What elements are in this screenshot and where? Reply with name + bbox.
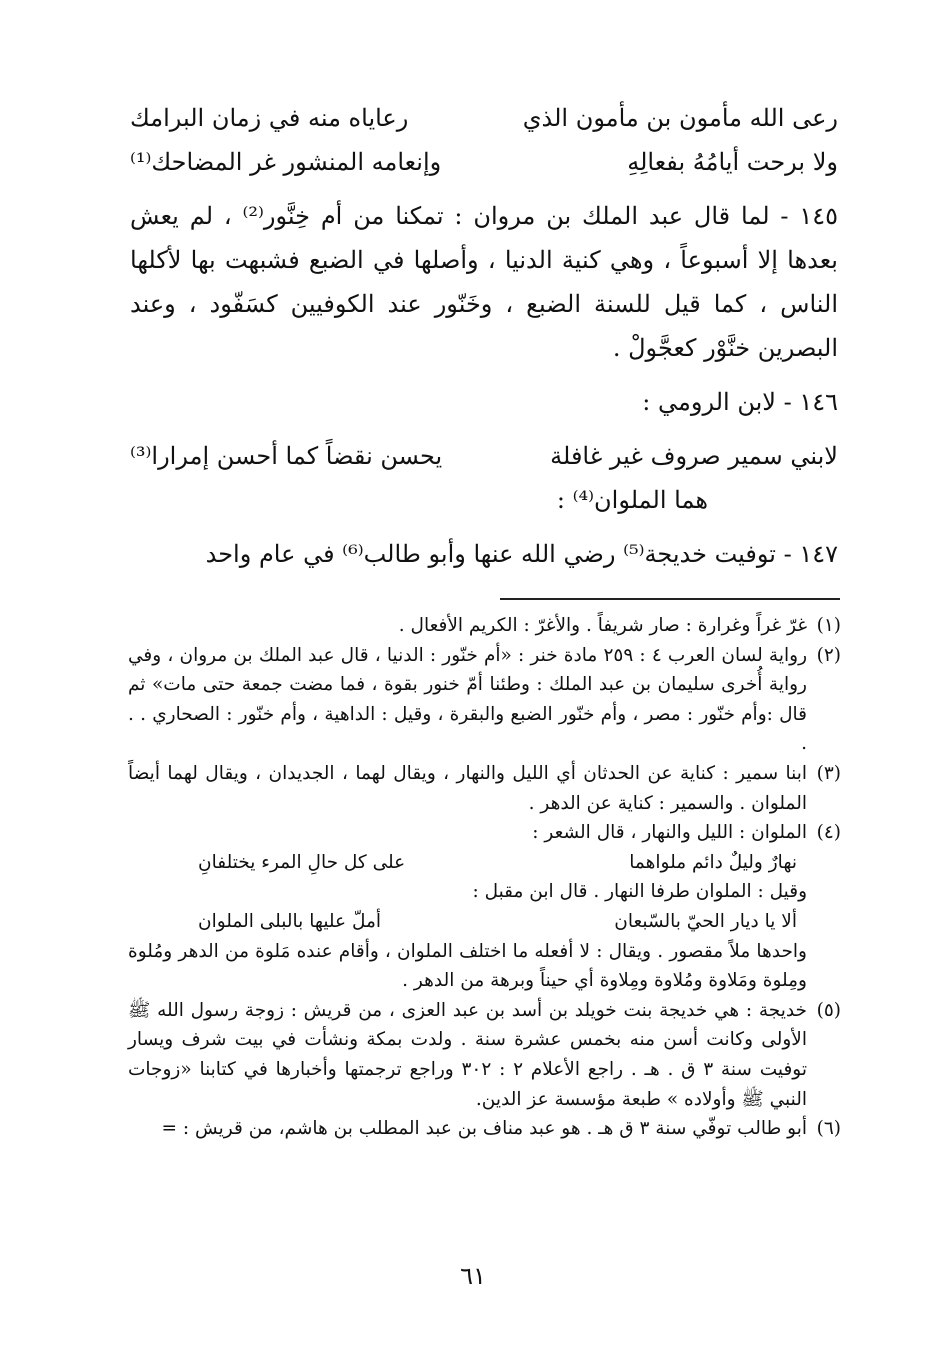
footnote-number: (٢) <box>816 644 841 666</box>
hemistich: ألا يا ديار الحيّ بالسّبعان <box>614 910 797 932</box>
footnote-number: (٣) <box>816 762 841 784</box>
footnote-number: (٦) <box>816 1118 841 1140</box>
paragraph-146-title: ١٤٦ - لابن الرومي : <box>642 388 838 416</box>
hemistich: نهارٌ وليلٌ دائم ملواهما <box>629 851 797 873</box>
hemistich: ولا برحت أيامُهُ بفعالِهِ <box>627 148 838 176</box>
poem-verse-2 <box>130 434 838 478</box>
main-text <box>130 96 838 576</box>
footnote-text: أبو طالب توفّي سنة ٣ ق هـ . هو عبد مناف بن عبد المطلب بن هاشم، من قريش : = <box>161 1118 807 1140</box>
footnote-5 <box>128 996 841 1114</box>
page-number: ٦١ <box>460 1262 486 1290</box>
paragraph-145: ١٤٥ - لما قال عبد الملك بن مروان : تمكنا من أم خِنَّور⁽²⁾ ، لم يعش بعدها إلا أسبوعاً ، وهي كنية الدنيا ، وأصلها في الضبع فشبهت بها لأكلها الناس ، كما قيل للسنة الضبع ، وخَنّور عند الكوفيين كسَفّود ، وعند البصرين خنَّوْر كعجَّولْ . <box>130 202 839 362</box>
verse-line <box>130 96 838 140</box>
footnote-text: ابنا سمير : كناية عن الحدثان أي الليل والنهار ، ويقال لهما ، الجديدان ، ويقال لهما أيضاً الملوان . والسمير : كناية عن الدهر . <box>128 762 807 814</box>
hemistich: رعاياه منه في زمان البرامك <box>130 104 409 132</box>
footnote-4 <box>128 818 841 996</box>
footnote-3 <box>128 759 841 818</box>
footnote-text: واحدها ملاً مقصور . ويقال : لا أفعله ما اختلف الملوان ، وأقام عنده مَلوة من الدهر ومُلوة ومِلوة ومَلاوة ومُلاوة ومِلاوة أي حيناً وبرهة من الدهر . <box>128 940 807 992</box>
footnote-separator <box>500 598 840 600</box>
hemistich: لابني سمير صروف غير غافلة <box>550 442 838 470</box>
footnote-number: (١) <box>816 615 841 636</box>
footnotes <box>128 611 841 1144</box>
footnote-2 <box>128 641 841 759</box>
hemistich: رعى الله مأمون بن مأمون الذي <box>522 104 838 132</box>
footnote-1 <box>128 611 841 641</box>
footnote-text: الملوان : الليل والنهار ، قال الشعر : <box>532 822 807 844</box>
footnote-text: غرّ غراً وغرارة : صار شريفاً . والأغرّ : الكريم الأفعال . <box>398 615 807 636</box>
paragraph-146-end: هما الملوان⁽⁴⁾ : <box>556 486 708 514</box>
footnote-text: وقيل : الملوان طرفا النهار . قال ابن مقبل : <box>472 881 807 903</box>
hemistich: أملّ عليها بالبلى الملوان <box>198 910 382 932</box>
verse-line <box>130 140 838 184</box>
hemistich: وإنعامه المنشور غر المضاحك⁽¹⁾ <box>130 148 442 176</box>
paragraph-147: ١٤٧ - توفيت خديجة⁽⁵⁾ رضي الله عنها وأبو طالب⁽⁶⁾ في عام واحد <box>205 540 838 568</box>
footnote-number: (٤) <box>816 822 841 844</box>
footnote-text: رواية لسان العرب ٤ : ٢٥٩ مادة خنر : «أم خنّور : الدنيا ، قال عبد الملك بن مروان ، وفي رواية أُخرى سليمان بن عبد الملك : وطئنا أمّ خنور بقوة ، فما مضت جمعة حتى مات» ثم قال :وأم خنّور : مصر ، وأم خنّور الضبع والبقرة ، وقيل : الداهية ، وأم خنّور : الصحاري . . . <box>128 644 808 755</box>
footnote-number: (٥) <box>816 999 841 1021</box>
hemistich: يحسن نقضاً كما أحسن إمرارا⁽³⁾ <box>130 442 443 470</box>
poem-verse-1 <box>130 96 838 184</box>
footnote-verse <box>128 907 807 937</box>
footnote-verse <box>128 848 807 878</box>
hemistich: على كل حالِ المرء يختلفانِ <box>198 851 406 873</box>
footnote-text: خديجة : هي خديجة بنت خويلد بن أسد بن عبد العزى ، من قريش : زوجة رسول الله ﷺ الأولى وكانت أسن منه بخمس عشرة سنة . ولدت بمكة ونشأت في بيت شرف ويسار توفيت سنة ٣ ق . هـ . راجع الأعلام ٢ : ٣٠٢ وراجع ترجمتها وأخبارها في كتابنا «زوجات النبي ﷺ وأولاده » طبعة مؤسسة عز الدين. <box>128 999 807 1110</box>
footnote-6 <box>128 1114 841 1144</box>
